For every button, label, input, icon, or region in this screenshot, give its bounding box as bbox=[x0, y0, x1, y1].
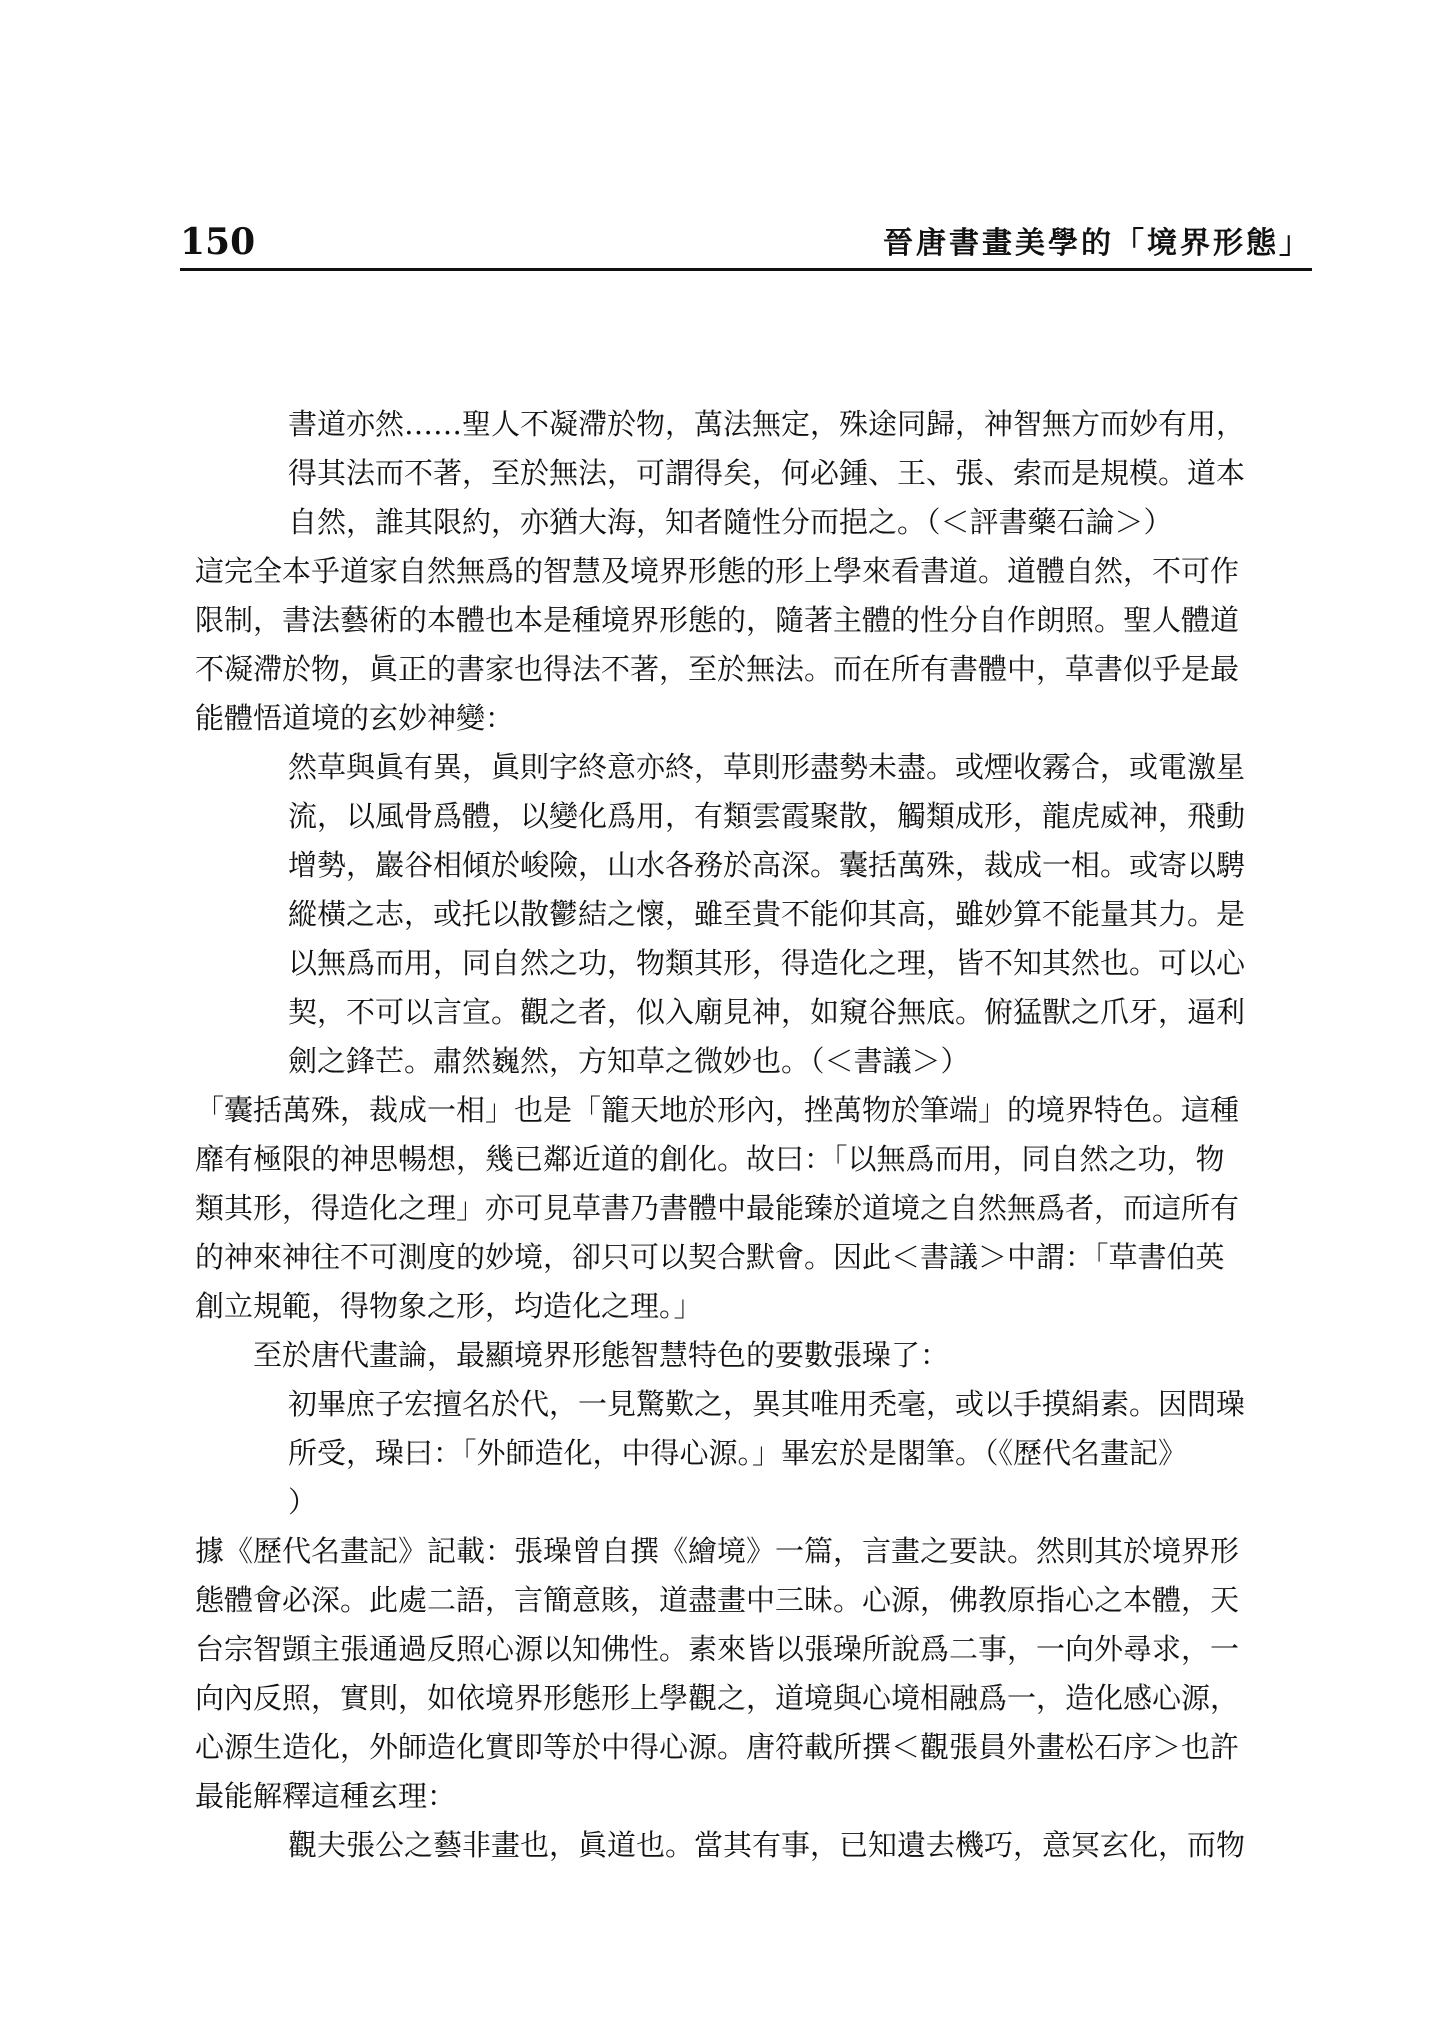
text-line: 據《歷代名畫記》記載：張璪曾自撰《繪境》一篇，言畫之要訣。然則其於境界形 bbox=[195, 1534, 1240, 1568]
text-line: 類其形，得造化之理」亦可見草書乃書體中最能臻於道境之自然無爲者，而這所有 bbox=[195, 1191, 1240, 1225]
text-line: 不凝滯於物，眞正的書家也得法不著，至於無法。而在所有書體中，草書似乎是最 bbox=[195, 652, 1240, 686]
quote-line: 縱橫之志，或托以散鬱結之懷，雖至貴不能仰其高，雖妙算不能量其力。是 bbox=[288, 897, 1246, 931]
text-line: 的神來神往不可測度的妙境，卻只可以契合默會。因此＜書議＞中謂：「草書伯英 bbox=[195, 1240, 1225, 1274]
quote-line: 初畢庶子宏擅名於代，一見驚歎之，異其唯用禿毫，或以手摸絹素。因問璪 bbox=[288, 1387, 1246, 1421]
text-line: 創立規範，得物象之形，均造化之理。」 bbox=[195, 1289, 703, 1323]
text-line: 態體會必深。此處二語，言簡意賅，道盡畫中三昧。心源，佛教原指心之本體，天 bbox=[195, 1583, 1240, 1617]
quote-line: ） bbox=[288, 1485, 318, 1519]
quote-line: 自然，誰其限約，亦猶大海，知者隨性分而挹之。（＜評書藥石論＞） bbox=[288, 505, 1173, 539]
quote-line: 得其法而不著，至於無法，可謂得矣，何必鍾、王、張、索而是規模。道本 bbox=[288, 456, 1246, 490]
quote-line: 所受，璪曰：「外師造化，中得心源。」畢宏於是閣筆。（《歷代名畫記》 bbox=[288, 1436, 1188, 1470]
text-line: 這完全本乎道家自然無爲的智慧及境界形態的形上學來看書道。道體自然，不可作 bbox=[195, 554, 1240, 588]
text-line: 限制，書法藝術的本體也本是種境界形態的，隨著主體的性分自作朗照。聖人體道 bbox=[195, 603, 1240, 637]
text-line: 至於唐代畫論，最顯境界形態智慧特色的要數張璪了： bbox=[253, 1338, 950, 1372]
text-line: 台宗智顗主張通過反照心源以知佛性。素來皆以張璪所說爲二事，一向外尋求，一 bbox=[195, 1632, 1240, 1666]
text-line: 最能解釋這種玄理： bbox=[195, 1779, 457, 1813]
text-line: 向內反照，實則，如依境界形態形上學觀之，道境與心境相融爲一，造化感心源， bbox=[195, 1681, 1240, 1715]
page-header bbox=[180, 220, 1312, 271]
quote-line: 流，以風骨爲體，以變化爲用，有類雲霞聚散，觸類成形，龍虎威神，飛動 bbox=[288, 799, 1246, 833]
quote-line: 以無爲而用，同自然之功，物類其形，得造化之理，皆不知其然也。可以心 bbox=[288, 946, 1246, 980]
quote-line: 劍之鋒芒。肅然巍然，方知草之微妙也。（＜書議＞） bbox=[288, 1044, 970, 1078]
text-line: 能體悟道境的玄妙神變： bbox=[195, 701, 515, 735]
page-number: 150 bbox=[180, 221, 256, 263]
text-line: 「囊括萬殊，裁成一相」也是「籠天地於形內，挫萬物於筆端」的境界特色。這種 bbox=[195, 1093, 1240, 1127]
running-title: 晉唐書畫美學的「境界形態」 bbox=[883, 226, 1312, 261]
body-text bbox=[195, 400, 1260, 1870]
quote-line: 增勢，巖谷相傾於峻險，山水各務於高深。囊括萬殊，裁成一相。或寄以騁 bbox=[288, 848, 1246, 882]
quote-line: 觀夫張公之藝非畫也，眞道也。當其有事，已知遺去機巧，意冥玄化，而物 bbox=[288, 1828, 1246, 1862]
text-line: 心源生造化，外師造化實即等於中得心源。唐符載所撰＜觀張員外畫松石序＞也許 bbox=[195, 1730, 1240, 1764]
quote-line: 契，不可以言宣。觀之者，似入廟見神，如窺谷無底。俯猛獸之爪牙，逼利 bbox=[288, 995, 1246, 1029]
text-line: 靡有極限的神思暢想，幾已鄰近道的創化。故曰：「以無爲而用，同自然之功，物 bbox=[195, 1142, 1225, 1176]
quote-line: 書道亦然……聖人不凝滯於物，萬法無定，殊途同歸，神智無方而妙有用， bbox=[288, 407, 1246, 441]
quote-line: 然草與眞有異，眞則字終意亦終，草則形盡勢未盡。或煙收霧合，或電激星 bbox=[288, 750, 1246, 784]
